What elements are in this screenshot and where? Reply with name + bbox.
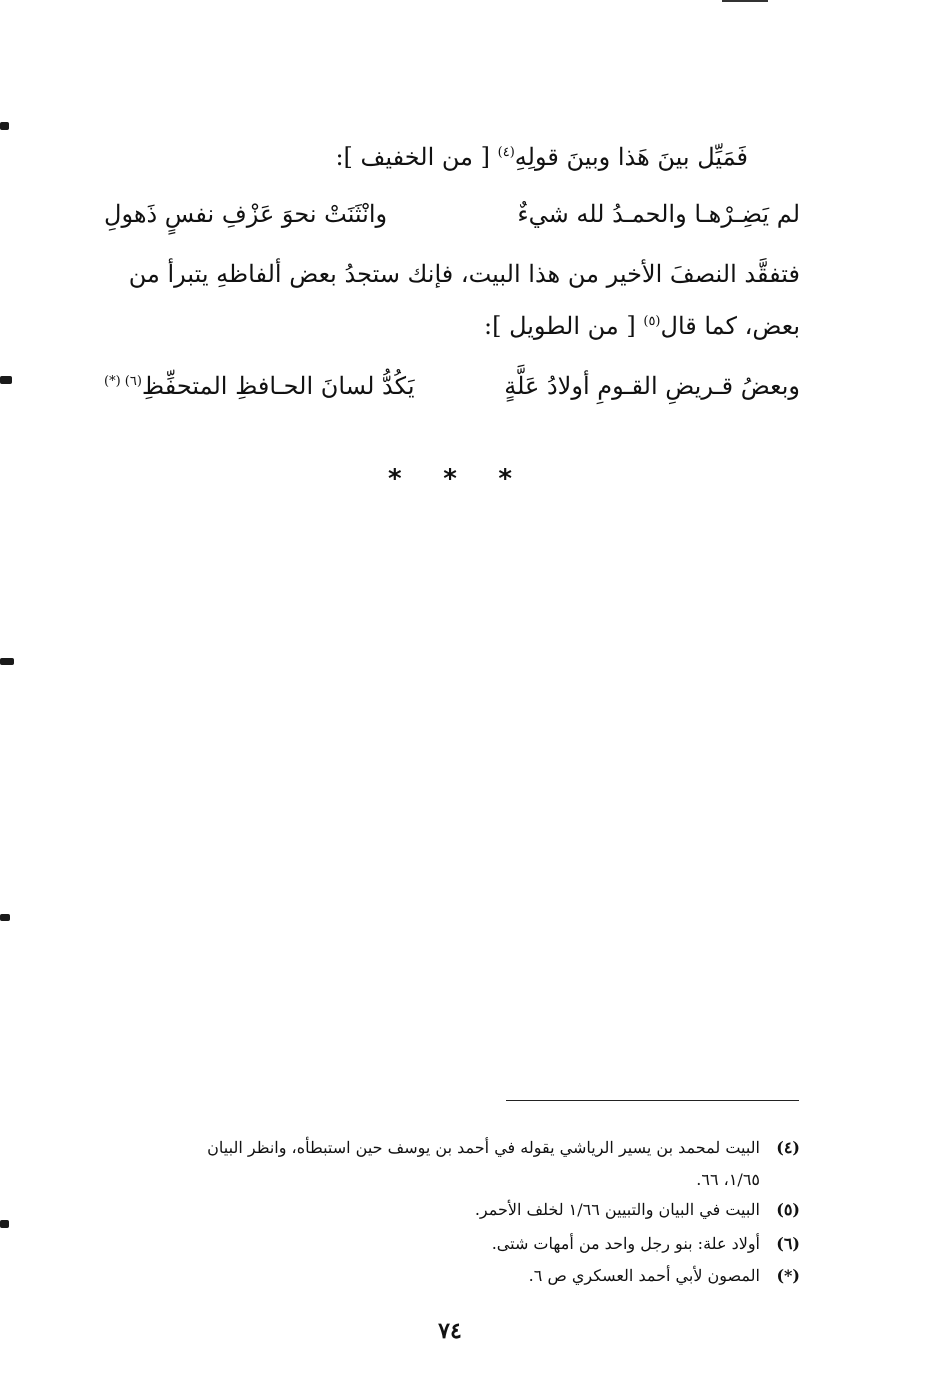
footnote-ref: (٥): [643, 314, 661, 329]
verse-2-second-text: يَكُدُّ لسانَ الحـافظِ المتحفِّظِ: [141, 372, 415, 400]
footnote-text: أولاد علة: بنو رجل واحد من أمهات شتى.: [491, 1234, 760, 1253]
footnote-refs: (٦) (*): [104, 374, 142, 389]
footnote-6: [492, 1234, 800, 1253]
footnote-number: (٥): [776, 1200, 800, 1219]
footnote-text: البيت لمحمد بن يسير الرياشي يقوله في أحمد بن يوسف حين استبطأه، وانظر البيان: [207, 1138, 760, 1157]
footnote-ref: (٤): [497, 145, 515, 160]
footnote-text: ١/٦٥، ٦٦.: [696, 1170, 760, 1189]
meter-label: [ من الطويل ]:: [483, 312, 644, 340]
footnote-4: [207, 1138, 800, 1157]
verse-1-first-hemistich: لم يَضِـرْهـا والحمـدُ لله شيءٌ: [517, 200, 800, 228]
scan-mark: [0, 376, 12, 384]
footnote-text: المصون لأبي أحمد العسكري ص ٦.: [528, 1266, 760, 1285]
verse-2: [104, 372, 800, 412]
footnote-star: [529, 1266, 800, 1285]
verse-2-first-hemistich: وبعضُ قـريضِ القـومِ أولادُ عَلَّةٍ: [504, 372, 800, 400]
intro-line: [335, 143, 748, 171]
scan-mark: [0, 658, 14, 665]
meter-label: [ من الخفيف ]:: [335, 143, 498, 171]
footnote-5: [475, 1200, 800, 1219]
intro-text: فَمَيِّل بينَ هَذا وبينَ قولِهِ: [514, 143, 748, 171]
scan-mark: [0, 1220, 9, 1228]
scan-mark: [0, 914, 10, 921]
paragraph-text: فتفقَّد النصفَ الأخير من هذا البيت، فإنك ستجدُ بعض ألفاظهِ يتبرأ من: [128, 260, 800, 288]
scan-top-line: [722, 0, 768, 2]
paragraph-text: بعض، كما قال: [660, 312, 800, 340]
footnote-text: البيت في البيان والتبيين ١/٦٦ لخلف الأحمر.: [474, 1200, 760, 1219]
paragraph-line-2: [484, 312, 800, 340]
separator-asterisk: *: [443, 464, 457, 494]
footnote-number: (*): [776, 1266, 800, 1285]
verse-1-second-hemistich: وانْثَنَتْ نحوَ عَزْفِ نفسٍ ذَهولِ: [104, 200, 388, 228]
section-separator: [388, 464, 512, 494]
separator-asterisk: *: [498, 464, 512, 494]
footnote-number: (٤): [776, 1138, 800, 1157]
page-number: ٧٤: [438, 1318, 462, 1344]
separator-asterisk: *: [388, 464, 402, 494]
footnote-number: (٦): [776, 1234, 800, 1253]
verse-1: [104, 200, 800, 240]
scan-mark: [0, 122, 9, 130]
paragraph-line-1: [129, 260, 800, 288]
verse-2-second-hemistich: [104, 372, 415, 400]
footnote-4-continuation: [696, 1170, 760, 1189]
footnote-divider: [506, 1100, 799, 1101]
